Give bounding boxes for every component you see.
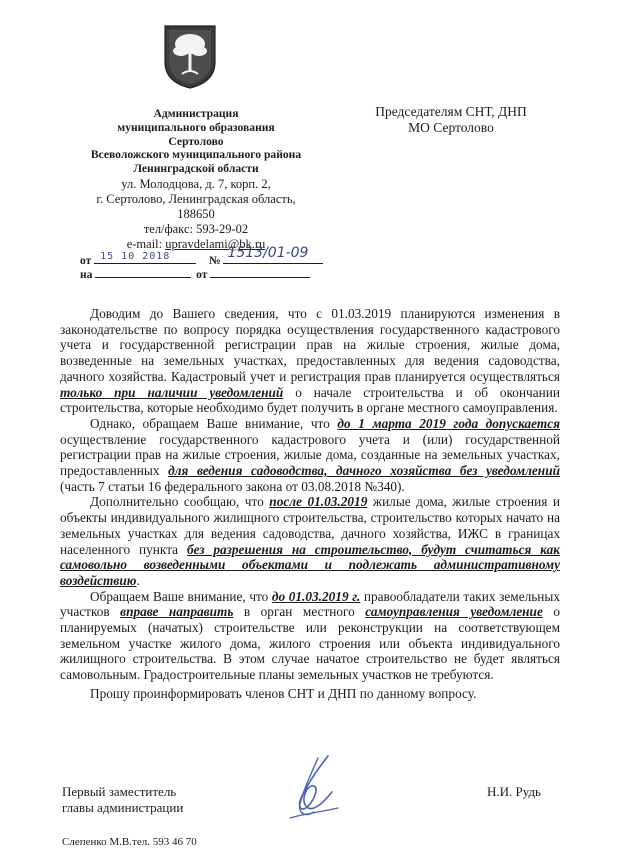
- handwritten-signature-icon: [280, 752, 350, 824]
- coat-of-arms-icon: [162, 24, 218, 90]
- text: .: [136, 572, 140, 588]
- text: Доводим до Вашего сведения, что с 01.03.2019 планируются изменения в законодательстве по вопросу порядка осуществления государственного кадастрового учета и государственной регистрации прав на жилые строения, жилые дома, возведенные на земельных участках, предоставленных для ведения садоводства, дачного хозяйства. Кадастровый учет и регистрация прав планируется осуществляться: [60, 306, 560, 384]
- text: в орган местного: [233, 604, 366, 620]
- text: Обращаем Ваше внимание, что: [90, 588, 272, 604]
- na-label: на: [80, 269, 93, 281]
- org-name-line: Всеволожского муниципального района: [90, 148, 302, 162]
- phone-fax: тел/факс: 593-29-02: [143, 221, 249, 236]
- email-link[interactable]: upravdelami@bk.ru: [165, 236, 266, 251]
- emphasis: после 01.03.2019: [269, 494, 368, 510]
- date-label: от: [80, 255, 92, 267]
- number-label: №: [209, 255, 221, 267]
- text: жилые дома, жилые строения и объекты индивидуального жилищного строительства, строительство которых начато на земельных участках для ведения садоводства, дачного хозяйства, ИЖС в границах населенного пункта: [60, 494, 560, 557]
- emphasis: самоуправления уведомление: [365, 604, 543, 620]
- address-line: г. Сертолово, Ленинградская область,: [96, 191, 296, 206]
- text: Однако, обращаем Ваше внимание, что: [90, 415, 338, 431]
- paragraph: [60, 416, 560, 495]
- org-name-line: муниципального образования: [117, 120, 275, 134]
- paragraph: Прошу проинформировать членов СНТ и ДНП по данному вопросу.: [90, 685, 477, 701]
- letterhead: [70, 107, 322, 252]
- letter-body: [60, 306, 560, 702]
- org-name-line: Администрация: [153, 107, 239, 120]
- text: правообладатели таких земельных участков: [60, 588, 560, 620]
- incoming-ref-row: [80, 265, 310, 282]
- text: (часть 7 статьи 16 федерального закона от 03.08.2018 №340).: [60, 478, 405, 494]
- emphasis: без разрешения на строительство, будут считаться как самовольно возведенными объектами и подлежать административному воздействию: [60, 541, 560, 588]
- emphasis: только при наличии уведомлений: [60, 384, 284, 400]
- addressee: [356, 104, 546, 136]
- na-field: [95, 265, 191, 278]
- text: о планируемых (начатых) строительстве или реконструкции на соответствующем земельном участке жилого дома, жилого строения или объекта индивидуального жилищного строительства. В этом случае начатое строительство не будет являться самовольным. Градостроительные планы земельных участков не требуются.: [60, 604, 560, 683]
- signatory-name: Н.И. Рудь: [487, 784, 541, 799]
- ot2-field: [210, 265, 310, 278]
- paragraph: [60, 494, 560, 588]
- signatory-position: [62, 784, 183, 816]
- position-line: главы администрации: [62, 800, 184, 815]
- date-field: [94, 251, 196, 264]
- email-label: e-mail:: [126, 236, 166, 251]
- address-line: ул. Молодцова, д. 7, корп. 2,: [121, 176, 271, 191]
- date-stamp: 15 10 2018: [100, 251, 171, 262]
- paragraph: [60, 306, 560, 416]
- emphasis: вправе направить: [120, 604, 234, 620]
- emphasis: до 1 марта 2019 года допускается: [337, 415, 560, 431]
- paragraph: [60, 589, 560, 683]
- postal-code: 188650: [177, 206, 215, 221]
- addressee-line: МО Сертолово: [408, 120, 494, 135]
- text: Дополнительно сообщаю, что: [90, 494, 270, 510]
- number-handwritten: 1513/01-09: [227, 245, 309, 261]
- emphasis: для ведения садоводства, дачного хозяйства без уведомлений: [168, 463, 560, 479]
- ot2-label: от: [196, 269, 208, 281]
- executor-info: Слепенко М.В.тел. 593 46 70: [62, 836, 197, 848]
- text: осуществление государственного кадастрового учета и (или) государственной регистрации прав на жилые строения, жилые дома, созданные на земельных участках, предоставленных: [60, 431, 560, 479]
- number-field: [223, 245, 323, 264]
- org-name-line: Сертолово: [168, 134, 224, 148]
- emphasis: до 01.03.2019 г.: [271, 588, 361, 604]
- text: о начале строительства и об окончании строительства, которые необходимо будет получить в органе местного самоуправления.: [60, 384, 560, 416]
- org-name-line: Ленинградской области: [133, 162, 259, 176]
- addressee-line: Председателям СНТ, ДНП: [375, 104, 527, 119]
- position-line: Первый заместитель: [62, 784, 177, 799]
